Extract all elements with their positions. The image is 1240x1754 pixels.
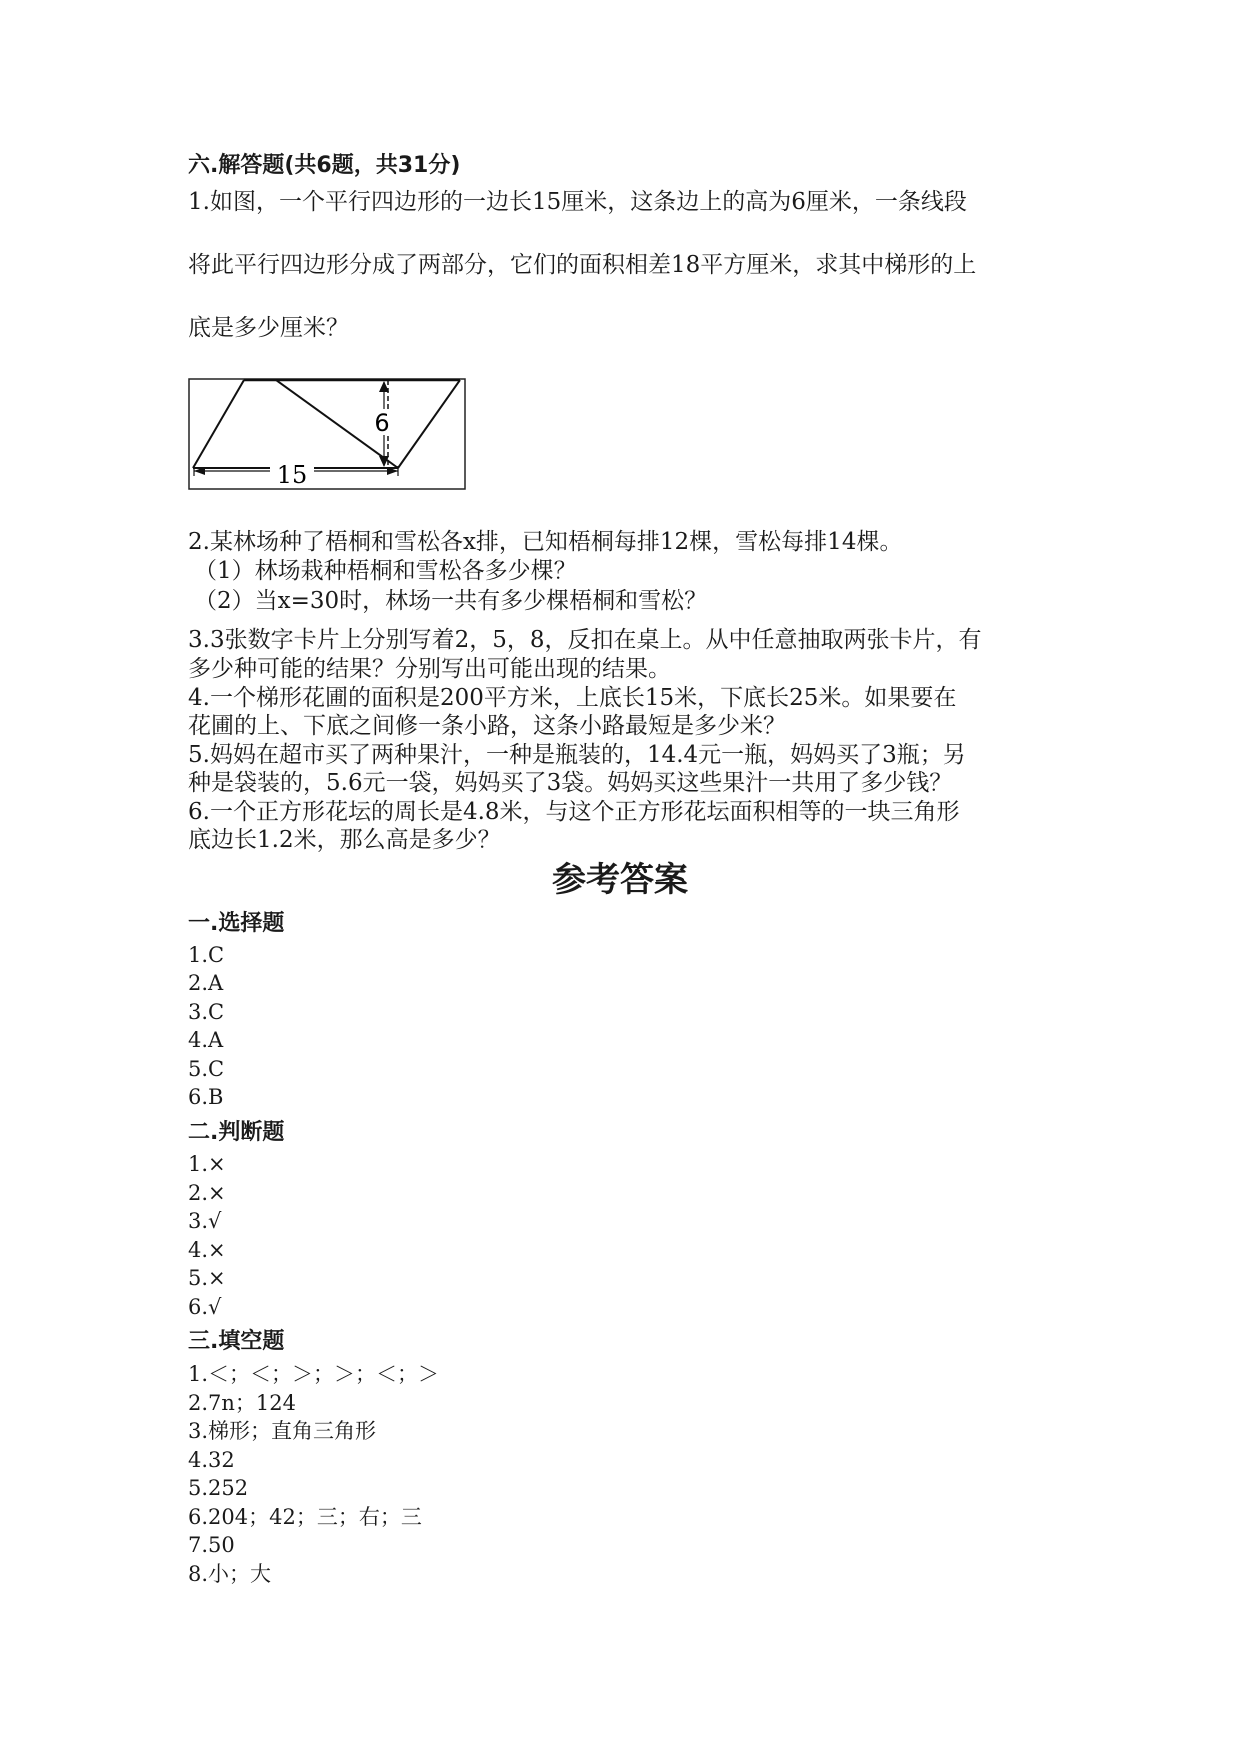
choice-answer: 1.C <box>188 943 225 967</box>
right-edge <box>398 380 460 468</box>
question-3-line-1: 3.3张数字卡片上分别写着2，5，8，反扣在桌上。从中任意抽取两张卡片，有 <box>188 627 982 653</box>
choice-heading: 一.选择题 <box>188 911 285 936</box>
parallelogram-diagram <box>188 378 466 490</box>
choice-answer: 6.B <box>188 1085 224 1109</box>
question-5-line-1: 5.妈妈在超市买了两种果汁，一种是瓶装的，14.4元一瓶，妈妈买了3瓶；另 <box>188 742 966 768</box>
question-3-line-2: 多少种可能的结果？分别写出可能出现的结果。 <box>188 656 671 682</box>
figure-border <box>189 379 465 489</box>
fill-answer: 2.7n；124 <box>188 1391 297 1415</box>
fill-heading: 三.填空题 <box>188 1329 285 1354</box>
question-6-line-2: 底边长1.2米，那么高是多少？ <box>188 827 501 853</box>
judge-answer: 6.√ <box>188 1295 222 1319</box>
question-2-sub-1: （1）林场栽种梧桐和雪松各多少棵？ <box>194 558 577 584</box>
question-1-line-2: 将此平行四边形分成了两部分，它们的面积相差18平方厘米，求其中梯形的上 <box>188 252 977 278</box>
fill-answer: 8.小；大 <box>188 1562 272 1586</box>
left-edge <box>193 380 244 468</box>
question-2-line-1: 2.某林场种了梧桐和雪松各x排，已知梧桐每排12棵，雪松每排14棵。 <box>188 529 903 555</box>
fill-answer: 6.204；42；三；右；三 <box>188 1505 422 1529</box>
judge-answer: 5.× <box>188 1266 226 1290</box>
section-heading: 六.解答题(共6题，共31分) <box>188 153 461 178</box>
choice-answer: 2.A <box>188 971 224 995</box>
choice-answer: 4.A <box>188 1028 224 1052</box>
height-label: 6 <box>374 409 390 437</box>
question-5-line-2: 种是袋装的，5.6元一袋，妈妈买了3袋。妈妈买这些果汁一共用了多少钱？ <box>188 770 953 796</box>
choice-answer: 3.C <box>188 1000 225 1024</box>
fill-answer: 1.＜；＜；＞；＞；＜；＞ <box>188 1362 440 1386</box>
judge-answer: 1.× <box>188 1152 226 1176</box>
question-6-line-1: 6.一个正方形花坛的周长是4.8米，与这个正方形花坛面积相等的一块三角形 <box>188 799 960 825</box>
fill-answer: 4.32 <box>188 1448 235 1472</box>
judge-answer: 2.× <box>188 1181 226 1205</box>
fill-answer: 5.252 <box>188 1476 249 1500</box>
fill-answer: 7.50 <box>188 1533 235 1557</box>
question-1-line-3: 底是多少厘米？ <box>188 315 349 341</box>
question-4-line-1: 4.一个梯形花圃的面积是200平方米，上底长15米，下底长25米。如果要在 <box>188 685 957 711</box>
judge-answer: 4.× <box>188 1238 226 1262</box>
judge-answer: 3.√ <box>188 1209 222 1233</box>
question-4-line-2: 花圃的上、下底之间修一条小路，这条小路最短是多少米？ <box>188 713 786 739</box>
answers-title: 参考答案 <box>552 860 688 900</box>
question-1-line-1: 1.如图，一个平行四边形的一边长15厘米，这条边上的高为6厘米，一条线段 <box>188 189 967 215</box>
fill-answer: 3.梯形；直角三角形 <box>188 1419 377 1443</box>
choice-answer: 5.C <box>188 1057 225 1081</box>
base-label: 15 <box>276 461 308 489</box>
judge-heading: 二.判断题 <box>188 1120 285 1145</box>
question-2-sub-2: （2）当x=30时，林场一共有多少棵梧桐和雪松？ <box>194 588 708 614</box>
parallelogram-figure <box>188 378 466 490</box>
